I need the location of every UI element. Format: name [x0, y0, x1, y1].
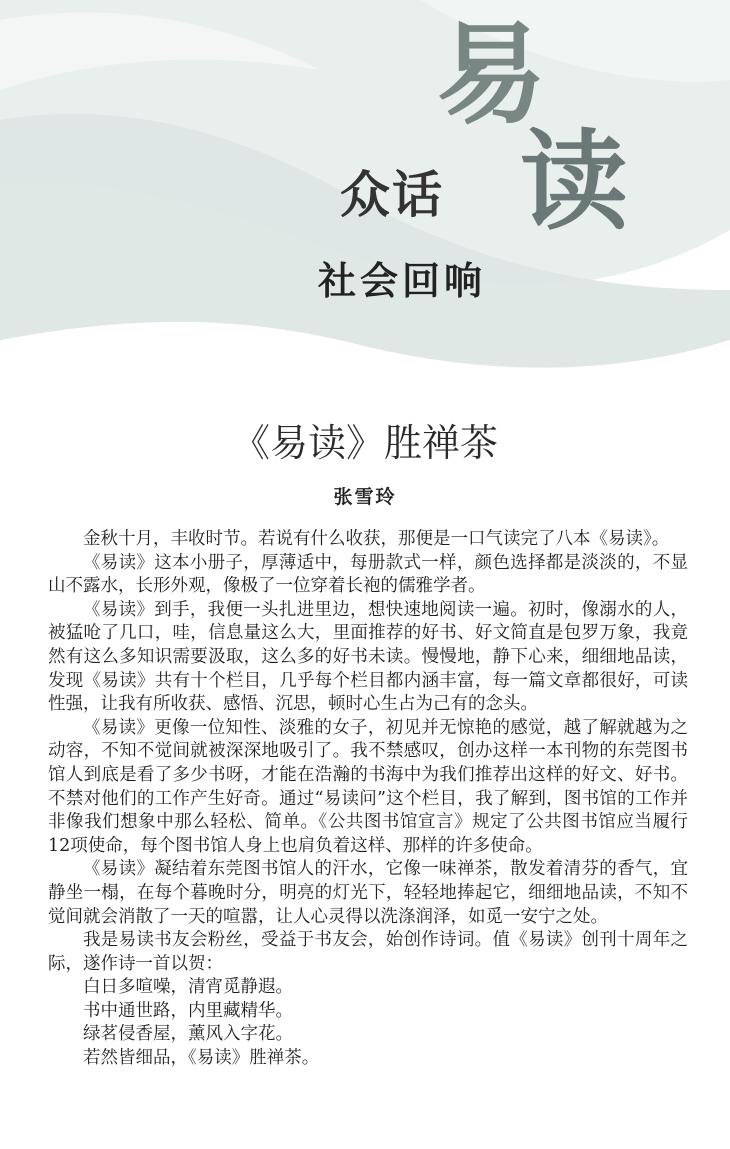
- poem-line: 书中通世路，内里藏精华。: [83, 1000, 293, 1021]
- poem-line: 绿茗侵香屋，薰风入字花。: [83, 1024, 293, 1045]
- paragraph: 《易读》凝结着东莞图书馆人的汗水，它像一味禅茶，散发着清芬的香气，宜静坐一榻，在每个暮晚时分，明亮的灯光下，轻轻地捧起它，细细地品读，不知不觉间就会消散了一天的喧嚣，让人心灵得以洗涤润泽，如觅一安宁之处。: [48, 859, 688, 927]
- section-title: 众话: [340, 165, 444, 224]
- column-name: 社会回响: [318, 259, 487, 303]
- logo-char-du: 读: [520, 119, 629, 245]
- poem-line: 若然皆细品，《易读》胜禅茶。: [83, 1048, 320, 1069]
- poem-line: 白日多喧噪，清宵觅静遐。: [83, 977, 293, 998]
- paragraph: 我是易读书友会粉丝，受益于书友会，始创作诗词。值《易读》创刊十周年之际，遂作诗一首以贺：: [48, 930, 688, 974]
- page-header: [0, 0, 730, 420]
- paragraph: 《易读》这本小册子，厚薄适中，每册款式一样，颜色选择都是淡淡的，不显山不露水，长形外观，像极了一位穿着长袍的儒雅学者。: [48, 552, 688, 597]
- article-body: [48, 528, 688, 1071]
- article-title: 《易读》胜禅茶: [231, 421, 498, 465]
- paragraph: 金秋十月，丰收时节。若说有什么收获，那便是一口气读完了八本《易读》。: [83, 529, 670, 549]
- paragraph: 《易读》到手，我便一头扎进里边，想快速地阅读一遍。初时，像溺水的人，被猛呛了几口，哇，信息量这么大，里面推荐的好书、好文简直是包罗万象，我竟然有这么多知识需要汲取，这么多的好书未读。慢慢地，静下心来，细细地品读，发现《易读》共有十个栏目，几乎每个栏目都内涵丰富，每一篇文章都很好，可读性强，让我有所收获、感悟、沉思，顿时心生占为己有的念头。: [48, 599, 688, 715]
- logo-char-yi: 易: [436, 10, 546, 139]
- article-author: 张雪玲: [333, 486, 397, 508]
- paragraph: 《易读》更像一位知性、淡雅的女子，初见并无惊艳的感觉，越了解就越为之动容，不知不觉间就被深深地吸引了。我不禁感叹，创办这样一本刊物的东莞图书馆人到底是看了多少书呀，才能在浩瀚的书海中为我们推荐出这样的好文、好书。不禁对他们的工作产生好奇。通过“易读问”这个栏目，我了解到，图书馆的工作并非像我们想象中那么轻松、简单。《公共图书馆宣言》规定了公共图书馆应当履行12项使命，每个图书馆人身上也肩负着这样、那样的许多使命。: [48, 717, 688, 856]
